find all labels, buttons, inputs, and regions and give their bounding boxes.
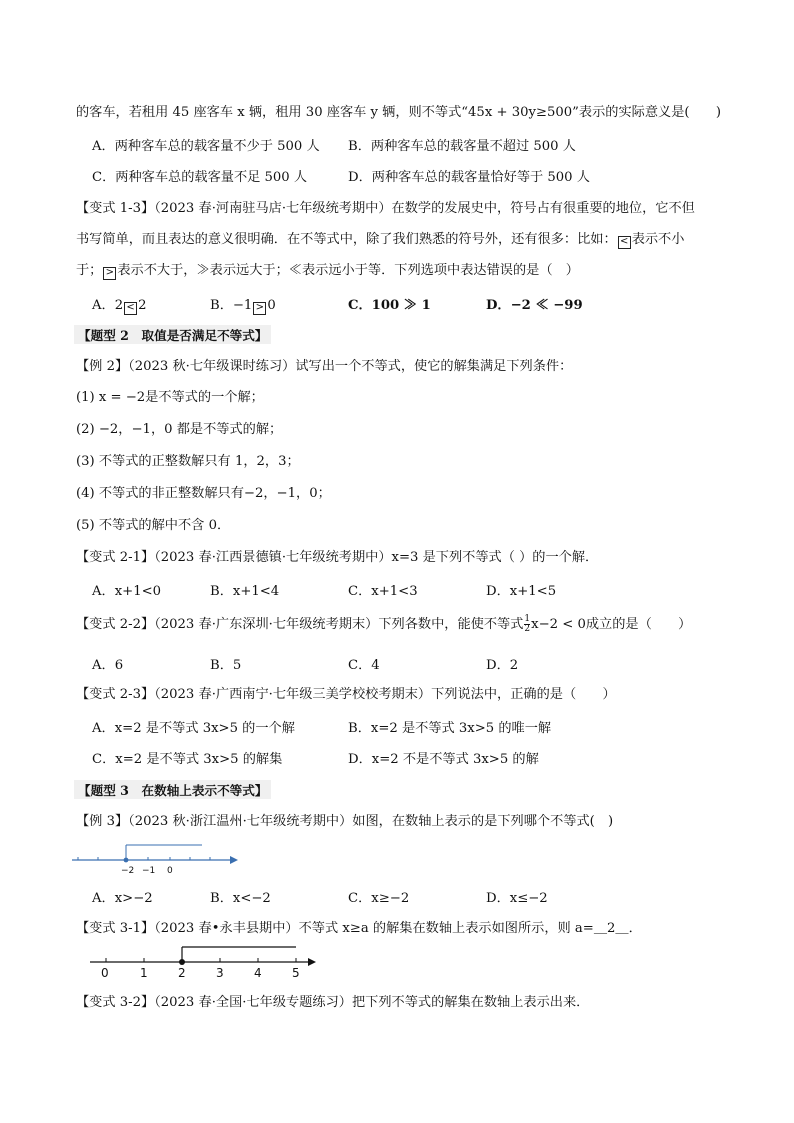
v22-option-c: C．4 bbox=[348, 658, 380, 673]
axis-label-4: 4 bbox=[254, 966, 262, 980]
ex2-item-2: (2) −2，−1，0 都是不等式的解； bbox=[76, 422, 283, 437]
v23-option-a: A．x=2 是不等式 3x>5 的一个解 bbox=[92, 721, 295, 736]
v21-option-a: A．x+1<0 bbox=[92, 584, 162, 599]
arrow-right-icon bbox=[308, 958, 316, 966]
ex2-item-1: (1) x = −2是不等式的一个解； bbox=[76, 390, 264, 405]
axis-label-minus1: −1 bbox=[142, 866, 156, 876]
v22-question-text: 【变式 2-2】（2023 春·广东深圳·七年级统考期末）下列各数中，能使不等式 $\frac{1}{2}$ x−2 < 0成立的是（ ） bbox=[76, 614, 692, 634]
not-less-symbol-box: < bbox=[618, 236, 631, 249]
fraction-one-half: $\frac{1}{2}$ bbox=[524, 614, 531, 634]
intro-option-b: B．两种客车总的载客量不超过 500 人 bbox=[348, 139, 576, 154]
v31-question-text: 【变式 3-1】（2023 春•永丰县期中）不等式 x≥a 的解集在数轴上表示如图所示，则 a=＿2＿． bbox=[76, 921, 642, 936]
ex2-item-3: (3) 不等式的正整数解只有 1，2，3； bbox=[76, 454, 300, 469]
v21-option-c: C．x+1<3 bbox=[348, 584, 418, 599]
v23-option-b: B．x=2 是不等式 3x>5 的唯一解 bbox=[348, 721, 552, 736]
v13-line1: 【变式 1-3】（2023 春·河南驻马店·七年级统考期中）在数学的发展史中，符号占有很重要的地位，它不但 bbox=[76, 201, 695, 216]
ex2-item-5: (5) 不等式的解中不含 0． bbox=[76, 518, 231, 533]
intro-question-text: 的客车，若租用 45 座客车 x 辆，租用 30 座客车 y 辆，则不等式“45x + 30y≥500”表示的实际意义是( ) bbox=[76, 105, 722, 120]
v13-option-c: C．100 ≫ 1 bbox=[348, 298, 431, 313]
axis-label-minus2: −2 bbox=[121, 866, 135, 876]
axis-label-0: 0 bbox=[101, 966, 109, 980]
ex3-question-text: 【例 3】（2023 秋·浙江温州·七年级统考期中）如图，在数轴上表示的是下列哪个不等式( ) bbox=[76, 814, 614, 829]
ex3-number-line bbox=[70, 838, 245, 878]
not-greater-symbol-box: > bbox=[103, 267, 116, 280]
ex3-option-a: A．x>−2 bbox=[92, 891, 153, 906]
v22-option-a: A．6 bbox=[92, 658, 124, 673]
axis-label-5: 5 bbox=[292, 966, 300, 980]
arrow-right-icon bbox=[230, 856, 238, 864]
v23-option-d: D．x=2 不是不等式 3x>5 的解 bbox=[348, 752, 539, 767]
ex3-option-b: B．x<−2 bbox=[210, 891, 271, 906]
axis-label-0: 0 bbox=[167, 866, 173, 876]
v31-number-line bbox=[86, 942, 322, 980]
v32-question-text: 【变式 3-2】（2023 春·全国·七年级专题练习）把下列不等式的解集在数轴上表示出来． bbox=[76, 995, 590, 1010]
v23-question-text: 【变式 2-3】（2023 春·广西南宁·七年级三美学校校考期末）下列说法中，正确的是（ ） bbox=[76, 687, 616, 702]
v21-option-b: B．x+1<4 bbox=[210, 584, 280, 599]
ex3-option-d: D．x≤−2 bbox=[486, 891, 548, 906]
intro-option-d: D．两种客车总的载客量恰好等于 500 人 bbox=[348, 170, 590, 185]
v22-option-b: B．5 bbox=[210, 658, 242, 673]
v21-question-text: 【变式 2-1】（2023 春·江西景德镇·七年级统考期中）x=3 是下列不等式（ ）的一个解． bbox=[76, 550, 599, 565]
axis-label-1: 1 bbox=[140, 966, 148, 980]
axis-label-3: 3 bbox=[216, 966, 224, 980]
ex2-item-4: (4) 不等式的非正整数解只有−2，−1，0； bbox=[76, 486, 331, 501]
v13-line2: 书写简单，而且表达的意义很明确．在不等式中，除了我们熟悉的符号外，还有很多：比如： < 表示不小 bbox=[76, 232, 685, 247]
ex2-question-text: 【例 2】（2023 秋·七年级课时练习）试写出一个不等式，使它的解集满足下列条件： bbox=[76, 359, 573, 374]
intro-option-a: A．两种客车总的载客量不少于 500 人 bbox=[92, 139, 320, 154]
v22-option-d: D．2 bbox=[486, 658, 519, 673]
v13-option-d: D．−2 ≪ −99 bbox=[486, 298, 583, 313]
v21-option-d: D．x+1<5 bbox=[486, 584, 557, 599]
v13-option-a: A．2 < 2 bbox=[92, 298, 147, 313]
ex3-option-c: C．x≥−2 bbox=[348, 891, 410, 906]
axis-label-2: 2 bbox=[178, 966, 186, 980]
v23-option-c: C．x=2 是不等式 3x>5 的解集 bbox=[92, 752, 283, 767]
v13-option-b: B．−1 > 0 bbox=[210, 298, 276, 313]
intro-option-c: C．两种客车总的载客量不足 500 人 bbox=[92, 170, 308, 185]
v13-line3: 于； > 表示不大于，≫表示远大于；≪表示远小于等．下列选项中表达错误的是（ ） bbox=[76, 263, 579, 278]
section-3-title: 【题型 3 在数轴上表示不等式】 bbox=[74, 780, 271, 799]
section-2-title: 【题型 2 取值是否满足不等式】 bbox=[74, 325, 271, 344]
